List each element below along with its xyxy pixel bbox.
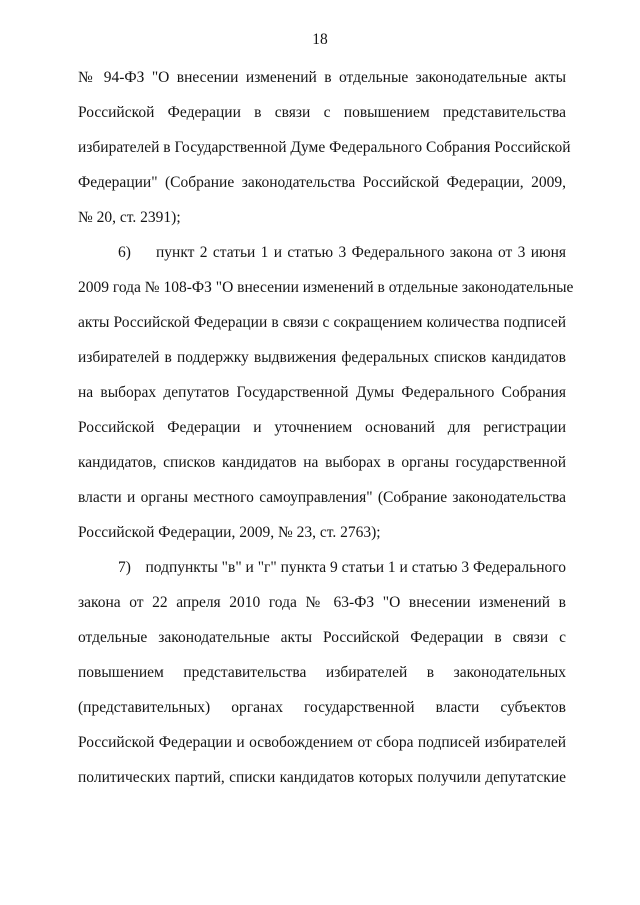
text-line: закона от 22 апреля 2010 года № 63-ФЗ "О внесении изменений в <box>78 594 566 611</box>
text-line: Российской Федерации и уточнением оснований для регистрации <box>78 419 566 436</box>
text-line: повышением представительства избирателей в законодательных <box>78 664 566 681</box>
text-line: на выборах депутатов Государственной Думы Федерального Собрания <box>78 384 566 401</box>
text-line: кандидатов, списков кандидатов на выборах в органы государственной <box>78 454 566 471</box>
text-line: акты Российской Федерации в связи с сокращением количества подписей <box>78 314 566 331</box>
text-line: пункт 2 статьи 1 и статью 3 Федерального закона от 3 июня <box>156 244 566 261</box>
page-number: 18 <box>312 31 328 48</box>
text-line: Федерации" (Собрание законодательства Российской Федерации, 2009, <box>78 174 566 191</box>
text-line: Российской Федерации в связи с повышением представительства <box>78 104 566 121</box>
text-line: отдельные законодательные акты Российской Федерации в связи с <box>78 629 566 646</box>
text-line: № 94-ФЗ "О внесении изменений в отдельные законодательные акты <box>78 69 566 86</box>
text-line: Российской Федерации, 2009, № 23, ст. 2763); <box>78 524 381 541</box>
text-line: политических партий, списки кандидатов которых получили депутатские <box>78 769 566 786</box>
text-line: Российской Федерации и освобождением от сбора подписей избирателей <box>78 734 566 751</box>
text-line: избирателей в Государственной Думе Федерального Собрания Российской <box>78 139 571 156</box>
text-line: № 20, ст. 2391); <box>78 209 181 226</box>
item-marker-6: 6) <box>118 244 131 261</box>
list-item-6-first-line <box>118 243 566 263</box>
text-line: избирателей в поддержку выдвижения федеральных списков кандидатов <box>78 349 566 366</box>
text-line: (представительных) органах государственной власти субъектов <box>78 699 566 716</box>
item-marker-7: 7) <box>118 559 131 576</box>
text-line: власти и органы местного самоуправления" (Собрание законодательства <box>78 489 566 506</box>
list-item-7-first-line <box>118 558 566 578</box>
text-line: 2009 года № 108-ФЗ "О внесении изменений в отдельные законодательные <box>78 279 574 296</box>
text-line: подпункты "в" и "г" пункта 9 статьи 1 и статью 3 Федерального <box>145 559 566 576</box>
